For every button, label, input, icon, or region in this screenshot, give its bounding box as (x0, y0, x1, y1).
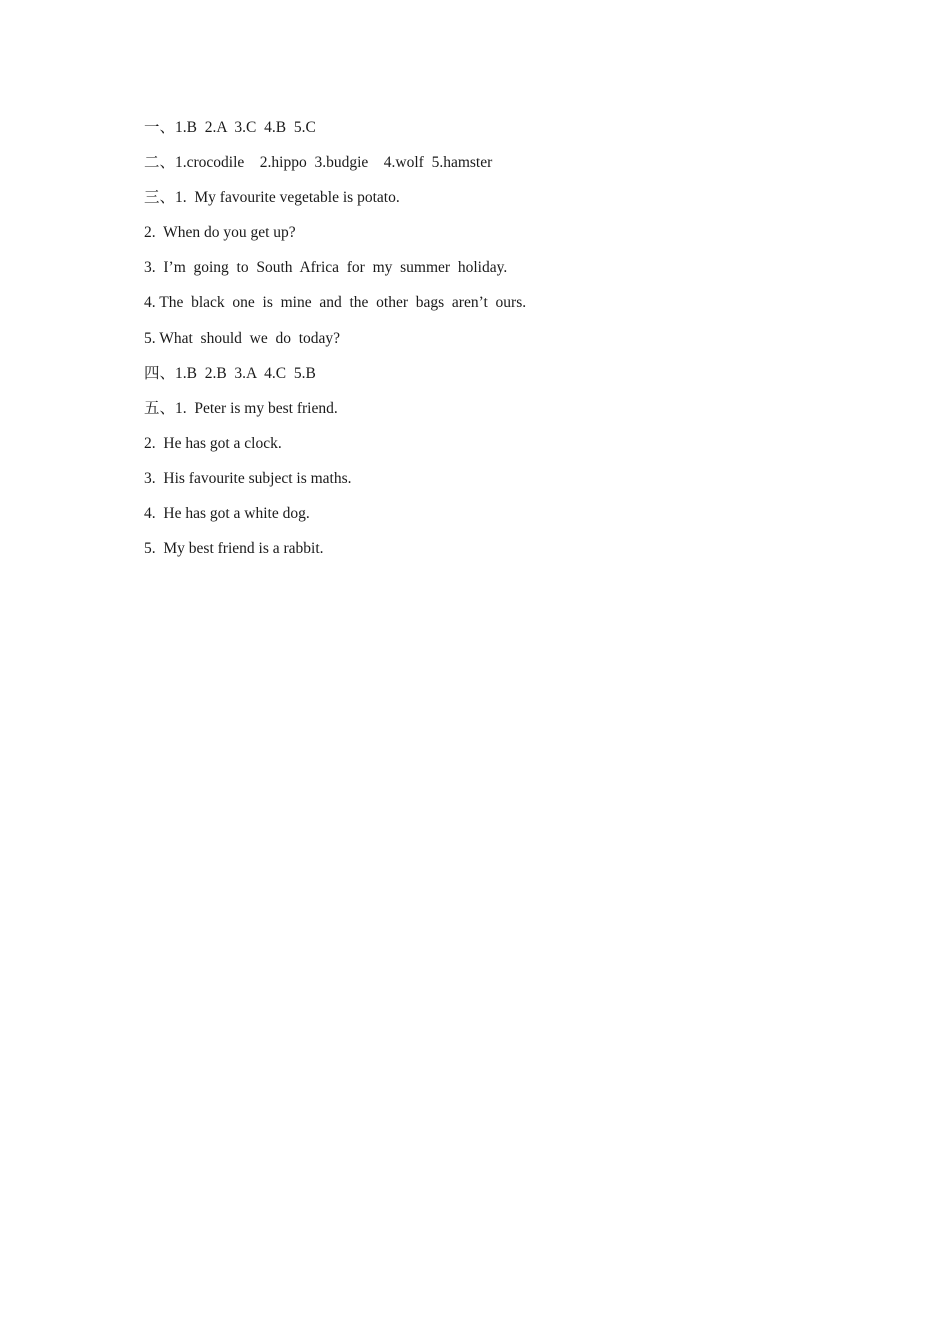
section-2-answers: 二、1.crocodile 2.hippo 3.budgie 4.wolf 5.hamster (144, 154, 493, 172)
section-5-answer-2: 2. He has got a clock. (144, 434, 282, 452)
section-3-answer-2: 2. When do you get up? (144, 224, 296, 242)
answer-key (144, 116, 864, 572)
section-1-answers: 一、1.B 2.A 3.C 4.B 5.C (144, 119, 316, 136)
section-3-answer-3: 3. I’m going to South Africa for my summer holiday. (144, 259, 508, 277)
section-5-answer-4: 4. He has got a white dog. (144, 505, 310, 523)
section-3-answer-5: 5. What should we do today? (144, 329, 341, 347)
section-5-answer-5: 5. My best friend is a rabbit. (144, 540, 324, 558)
section-3-answer-1: 三、1. My favourite vegetable is potato. (144, 189, 400, 207)
section-5-answer-3: 3. His favourite subject is maths. (144, 469, 352, 487)
section-5-answer-1: 五、1. Peter is my best friend. (144, 399, 338, 417)
section-3-answer-4: 4. The black one is mine and the other bags aren’t ours. (144, 294, 527, 312)
section-4-answers: 四、1.B 2.B 3.A 4.C 5.B (144, 364, 316, 382)
